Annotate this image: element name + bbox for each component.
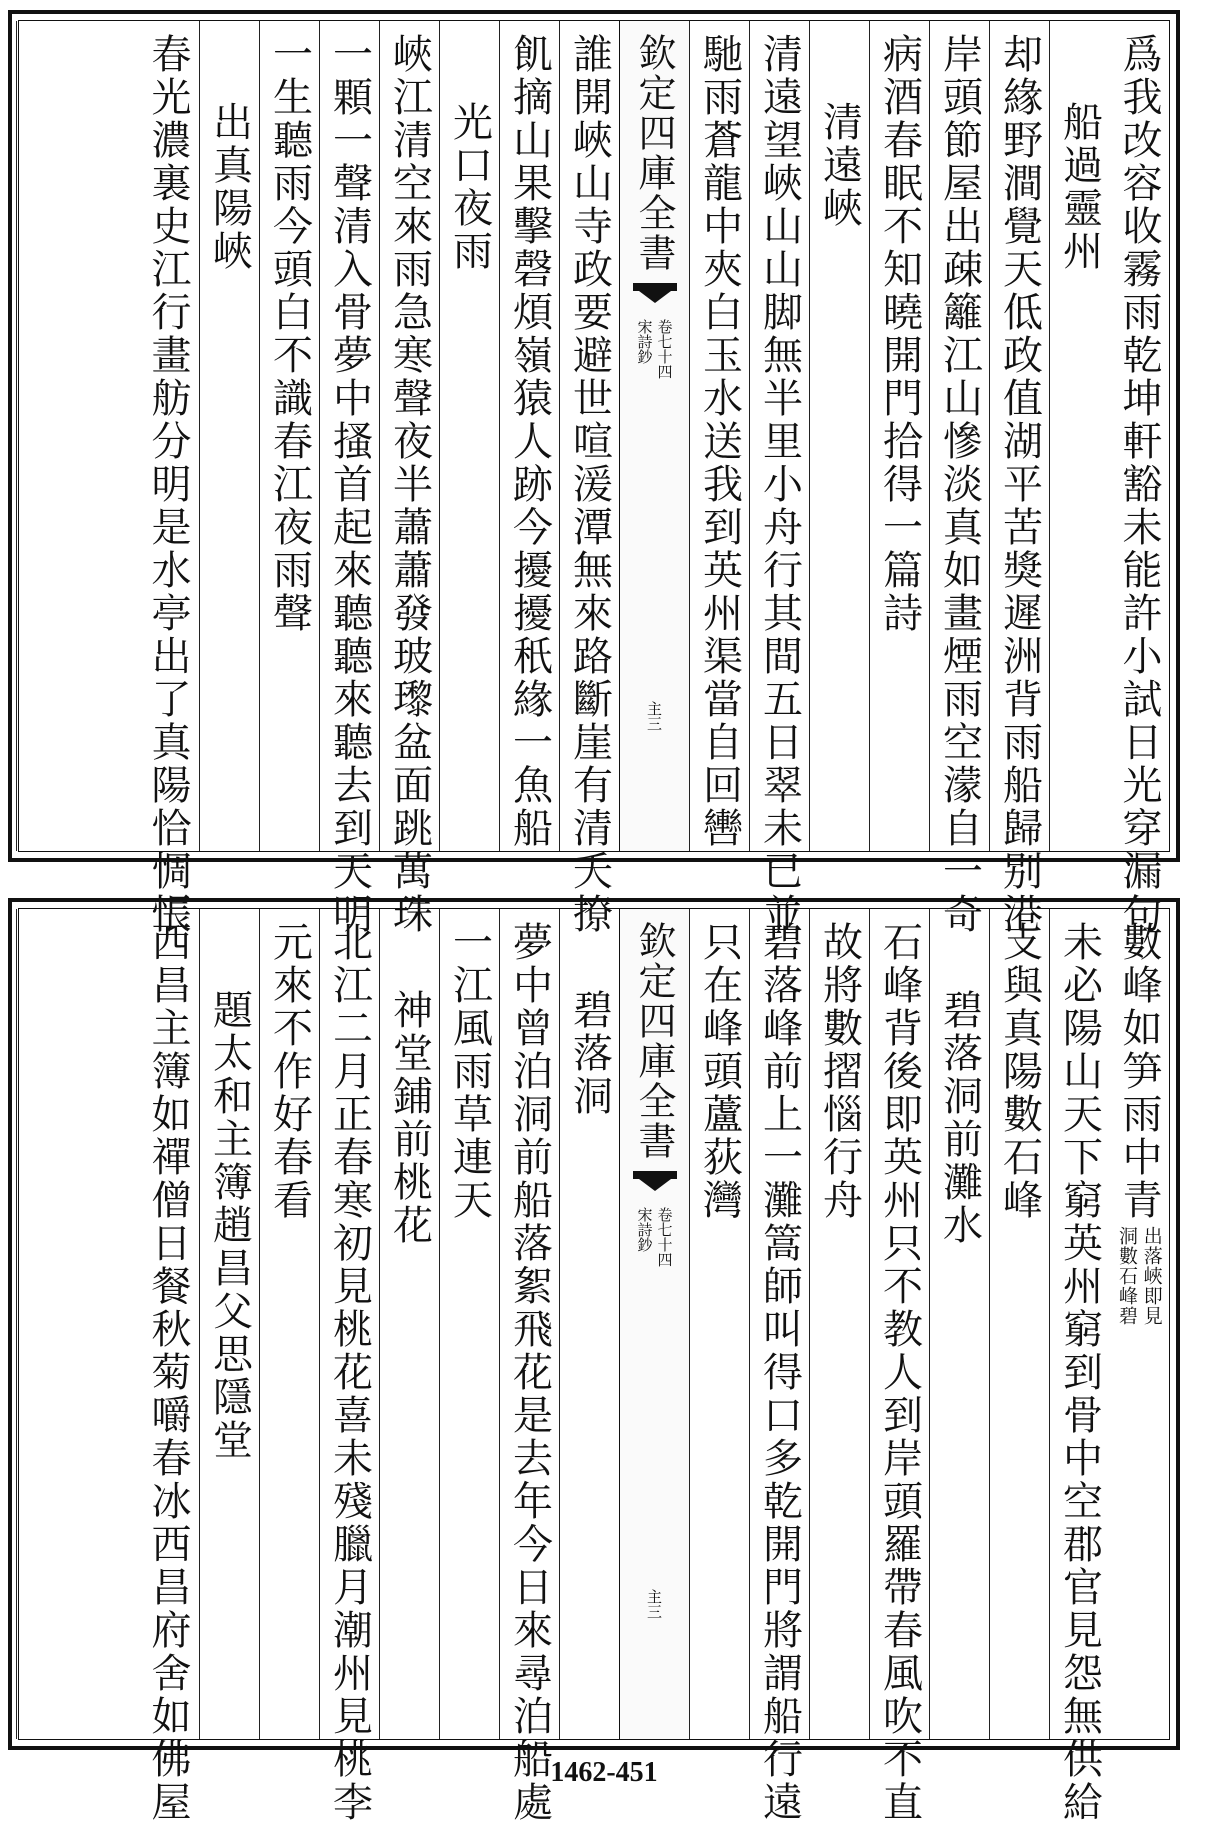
- text-column: 未必陽山天下窮英州窮到骨中空郡官見怨無供給: [1056, 921, 1103, 1824]
- book-title: 欽定四庫全書: [632, 33, 676, 273]
- text-column: 一江風雨草連天: [446, 921, 493, 1222]
- text-column: 岸頭節屋出疎籬江山慘淡真如畫煙雨空濛自一奇: [936, 33, 983, 936]
- text-column: 支與真陽數石峰: [996, 921, 1043, 1222]
- text-column: 清遠望峽山山脚無半里小舟行其間五日翠未已並: [756, 33, 803, 936]
- top-col-l1: [559, 21, 619, 936]
- text-column: 一顆一聲清入骨夢中搔首起來聽聽來聽去到天明: [326, 33, 373, 936]
- text-column: 春光濃裏史江行畫舫分明是水亭出了真陽恰惆悵: [145, 33, 191, 936]
- book-name: 宋詩鈔: [635, 319, 654, 364]
- bottom-col-r7: [749, 909, 809, 1824]
- bottom-col-l1: [559, 909, 619, 1739]
- text-column: 北江二月正春寒初見桃花喜未殘臘月潮州見桃李: [326, 921, 373, 1824]
- bottom-col-l3: [439, 909, 499, 1739]
- text-column: 元來不作好春看: [266, 921, 313, 1222]
- top-col-l2: [499, 21, 559, 851]
- text-column: 夢中曾泊洞前船落絮飛花是去年今日來尋泊船處: [506, 921, 553, 1824]
- poem-title: 清遠峽: [816, 101, 863, 230]
- book-title: 欽定四庫全書: [632, 921, 676, 1161]
- annotation-line: 洞數石峰碧: [1116, 1226, 1138, 1326]
- top-col-r5: [869, 21, 929, 851]
- text-column: 只在峰頭蘆荻灣: [696, 921, 743, 1222]
- text-column: 却緣野澗覺天低政值湖平苦獎遲洲背雨船歸别港: [996, 33, 1043, 936]
- top-col-r2: [1049, 21, 1109, 851]
- fishtail-mark-icon: [633, 1171, 677, 1193]
- bottom-col-l8: [16, 909, 199, 1824]
- bottom-center-column: [619, 909, 689, 1739]
- bottom-col-r5: [869, 909, 929, 1824]
- top-col-r7: [749, 21, 809, 936]
- text-column: 一生聽雨今頭白不識春江夜雨聲: [266, 33, 313, 635]
- text-column: 病酒春眠不知曉開門拾得一篇詩: [876, 33, 923, 635]
- text-column: 數峰如笋雨中青: [1116, 921, 1162, 1222]
- folio-number: 主三: [645, 701, 663, 731]
- folio-number: 主三: [645, 1589, 663, 1619]
- annotation-line: 出落峽即見: [1140, 1226, 1163, 1326]
- top-center-column: [619, 21, 689, 851]
- page-reference-number: 1462-451: [550, 1757, 658, 1788]
- text-column: 馳雨蒼龍中夾白玉水送我到英州渠當自回轡: [696, 33, 743, 850]
- bottom-col-r3: [989, 909, 1049, 1739]
- text-column: 爲我改容收霧雨乾坤軒豁未能許小試日光穿漏句: [1116, 33, 1162, 936]
- poem-title: 題太和主簿趙昌父思隱堂: [206, 989, 253, 1462]
- top-col-l8: [16, 21, 199, 936]
- top-col-r1: [1109, 21, 1169, 936]
- fishtail-mark-icon: [633, 283, 677, 305]
- top-col-l6: [259, 21, 319, 851]
- bottom-col-l2: [499, 909, 559, 1824]
- bottom-col-r2: [1049, 909, 1109, 1824]
- book-name: 宋詩鈔: [635, 1207, 654, 1252]
- poem-title: 神堂鋪前桃花: [386, 989, 433, 1247]
- top-col-r8: [689, 21, 749, 851]
- text-column: 峽江清空來雨急寒聲夜半蕭蕭發玻瓈盆面跳萬珠: [386, 33, 433, 936]
- annotation-note: [1115, 1226, 1163, 1326]
- poem-title: 光口夜雨: [446, 101, 493, 273]
- top-col-r3: [989, 21, 1049, 936]
- text-column: 飢摘山果擊磬煩嶺猿人跡今擾擾秖緣一魚船: [506, 33, 553, 850]
- bottom-col-l4: [379, 909, 439, 1739]
- text-column: 故將數摺惱行舟: [816, 921, 863, 1222]
- poem-title: 碧落洞: [566, 989, 613, 1118]
- top-col-r4: [929, 21, 989, 936]
- top-col-l4: [379, 21, 439, 936]
- poem-title: 船過靈州: [1056, 101, 1103, 273]
- top-col-l3: [439, 21, 499, 851]
- text-column: 碧落峰前上一灘篙師叫得口多乾開門將謂船行遠: [756, 921, 803, 1824]
- text-column: 石峰背後即英州只不教人到岸頭羅帶春風吹不直: [876, 921, 923, 1824]
- text-column: 西昌主簿如禪僧日餐秋菊嚼春冰西昌府舍如佛屋: [145, 921, 191, 1824]
- bottom-col-r4: [929, 909, 989, 1739]
- bottom-col-r1: [1109, 909, 1169, 1739]
- top-col-l7: [199, 21, 259, 851]
- bottom-col-r6: [809, 909, 869, 1739]
- poem-title: 出真陽峽: [206, 101, 253, 273]
- volume-number: 卷七十四: [655, 319, 674, 379]
- text-column: 誰開峽山寺政要避世喧湲潭無來路斷崖有清夭撩: [566, 33, 613, 936]
- bottom-col-l6: [259, 909, 319, 1739]
- bottom-col-l5: [319, 909, 379, 1824]
- top-page-grid: [18, 20, 1170, 936]
- top-col-l5: [319, 21, 379, 936]
- volume-number: 卷七十四: [655, 1207, 674, 1267]
- top-col-r6: [809, 21, 869, 851]
- bottom-col-l7: [199, 909, 259, 1739]
- top-page-frame: [8, 10, 1180, 936]
- poem-title: 碧落洞前灘水: [936, 989, 983, 1247]
- bottom-col-r8: [689, 909, 749, 1739]
